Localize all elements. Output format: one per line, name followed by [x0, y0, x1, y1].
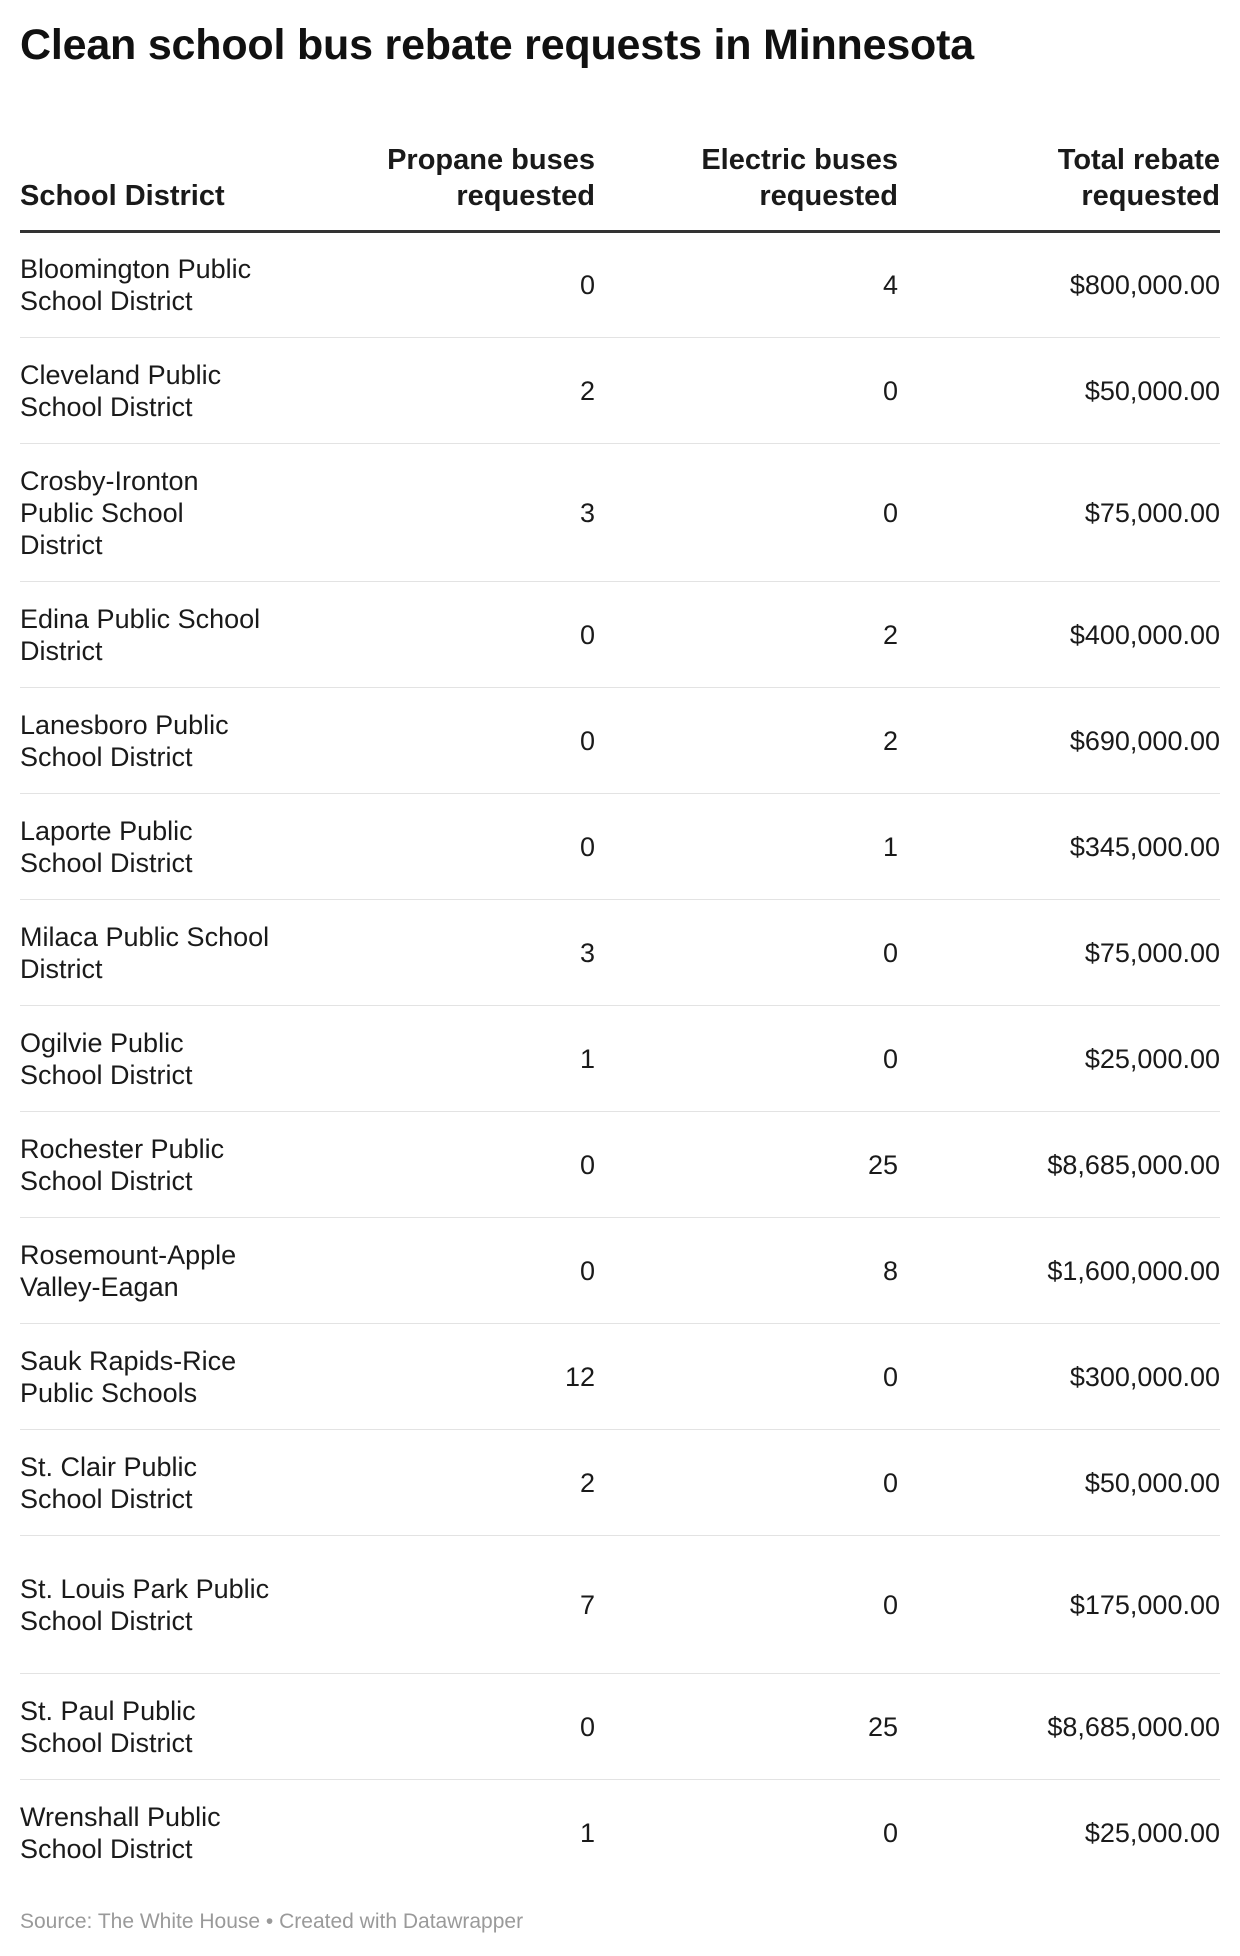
cell-electric: 0 — [595, 1536, 898, 1674]
source-footer — [20, 1910, 523, 1934]
cell-total-rebate: $800,000.00 — [898, 232, 1220, 338]
cell-total-rebate: $400,000.00 — [898, 582, 1220, 688]
table-row — [20, 338, 1220, 444]
cell-propane: 1 — [290, 1006, 595, 1112]
table-row — [20, 794, 1220, 900]
cell-electric: 0 — [595, 1324, 898, 1430]
datawrapper-credit: Created with Datawrapper — [279, 1910, 524, 1933]
cell-total-rebate: $50,000.00 — [898, 1430, 1220, 1536]
cell-propane: 0 — [290, 1218, 595, 1324]
table-body — [20, 232, 1220, 1886]
cell-district: Sauk Rapids-Rice Public Schools — [20, 1324, 290, 1430]
header-row — [20, 113, 1220, 232]
table-row — [20, 1780, 1220, 1886]
cell-propane: 0 — [290, 1674, 595, 1780]
cell-electric: 0 — [595, 1006, 898, 1112]
cell-electric: 8 — [595, 1218, 898, 1324]
cell-propane: 0 — [290, 688, 595, 794]
cell-propane: 3 — [290, 900, 595, 1006]
cell-district: Crosby-Ironton Public School District — [20, 444, 290, 582]
cell-district: Cleveland Public School District — [20, 338, 290, 444]
cell-total-rebate: $1,600,000.00 — [898, 1218, 1220, 1324]
rebate-table — [20, 113, 1220, 1886]
table-row — [20, 232, 1220, 338]
cell-electric: 2 — [595, 688, 898, 794]
cell-electric: 0 — [595, 900, 898, 1006]
table-row — [20, 1112, 1220, 1218]
cell-district: Laporte Public School District — [20, 794, 290, 900]
table-row — [20, 900, 1220, 1006]
table-row — [20, 1324, 1220, 1430]
cell-total-rebate: $8,685,000.00 — [898, 1674, 1220, 1780]
cell-total-rebate: $175,000.00 — [898, 1536, 1220, 1674]
cell-propane: 3 — [290, 444, 595, 582]
cell-total-rebate: $8,685,000.00 — [898, 1112, 1220, 1218]
chart-title: Clean school bus rebate requests in Minnesota — [20, 21, 974, 69]
cell-district: Ogilvie Public School District — [20, 1006, 290, 1112]
cell-total-rebate: $690,000.00 — [898, 688, 1220, 794]
table-row — [20, 1218, 1220, 1324]
cell-propane: 0 — [290, 232, 595, 338]
cell-propane: 1 — [579, 1817, 595, 1848]
cell-propane: 0 — [290, 1112, 595, 1218]
cell-district: Rosemount-Apple Valley-Eagan — [20, 1218, 290, 1324]
cell-electric: 2 — [595, 582, 898, 688]
footer-separator: • — [265, 1910, 274, 1933]
column-header-electric: Electric buses requested — [595, 113, 898, 232]
cell-electric: 25 — [595, 1112, 898, 1218]
cell-total-rebate: $25,000.00 — [1084, 1817, 1220, 1848]
cell-district: Milaca Public School District — [20, 900, 290, 1006]
table-row — [20, 1536, 1220, 1674]
cell-electric: 0 — [882, 1817, 898, 1848]
table-header — [20, 113, 1220, 232]
cell-propane: 12 — [290, 1324, 595, 1430]
cell-propane: 2 — [290, 1430, 595, 1536]
column-header-district: School District — [20, 113, 290, 232]
cell-electric: 1 — [595, 794, 898, 900]
source-note: Source: The White House — [20, 1910, 261, 1933]
cell-total-rebate: $25,000.00 — [898, 1006, 1220, 1112]
table-row — [20, 1430, 1220, 1536]
table-row — [20, 1006, 1220, 1112]
table-row — [20, 582, 1220, 688]
cell-electric: 0 — [595, 338, 898, 444]
cell-electric: 4 — [595, 232, 898, 338]
cell-electric: 0 — [595, 1430, 898, 1536]
cell-district: Rochester Public School District — [20, 1112, 290, 1218]
cell-district: St. Louis Park Public School District — [20, 1536, 290, 1674]
cell-total-rebate: $75,000.00 — [898, 444, 1220, 582]
column-header-propane: Propane buses requested — [290, 113, 595, 232]
cell-electric: 0 — [595, 444, 898, 582]
cell-district: St. Paul Public School District — [20, 1674, 290, 1780]
cell-district: St. Clair Public School District — [20, 1430, 290, 1536]
cell-propane: 0 — [290, 794, 595, 900]
column-header-total: Total rebate requested — [898, 113, 1220, 232]
cell-electric: 25 — [595, 1674, 898, 1780]
cell-propane: 2 — [290, 338, 595, 444]
table-row — [20, 688, 1220, 794]
cell-total-rebate: $300,000.00 — [898, 1324, 1220, 1430]
cell-total-rebate: $50,000.00 — [898, 338, 1220, 444]
cell-total-rebate: $345,000.00 — [898, 794, 1220, 900]
cell-propane: 7 — [290, 1536, 595, 1674]
table-row — [20, 444, 1220, 582]
cell-district: Lanesboro Public School District — [20, 688, 290, 794]
cell-district: Wrenshall Public School District — [20, 1801, 221, 1864]
cell-district: Bloomington Public School District — [20, 232, 290, 338]
cell-district: Edina Public School District — [20, 582, 290, 688]
cell-propane: 0 — [290, 582, 595, 688]
cell-total-rebate: $75,000.00 — [898, 900, 1220, 1006]
table-row — [20, 1674, 1220, 1780]
